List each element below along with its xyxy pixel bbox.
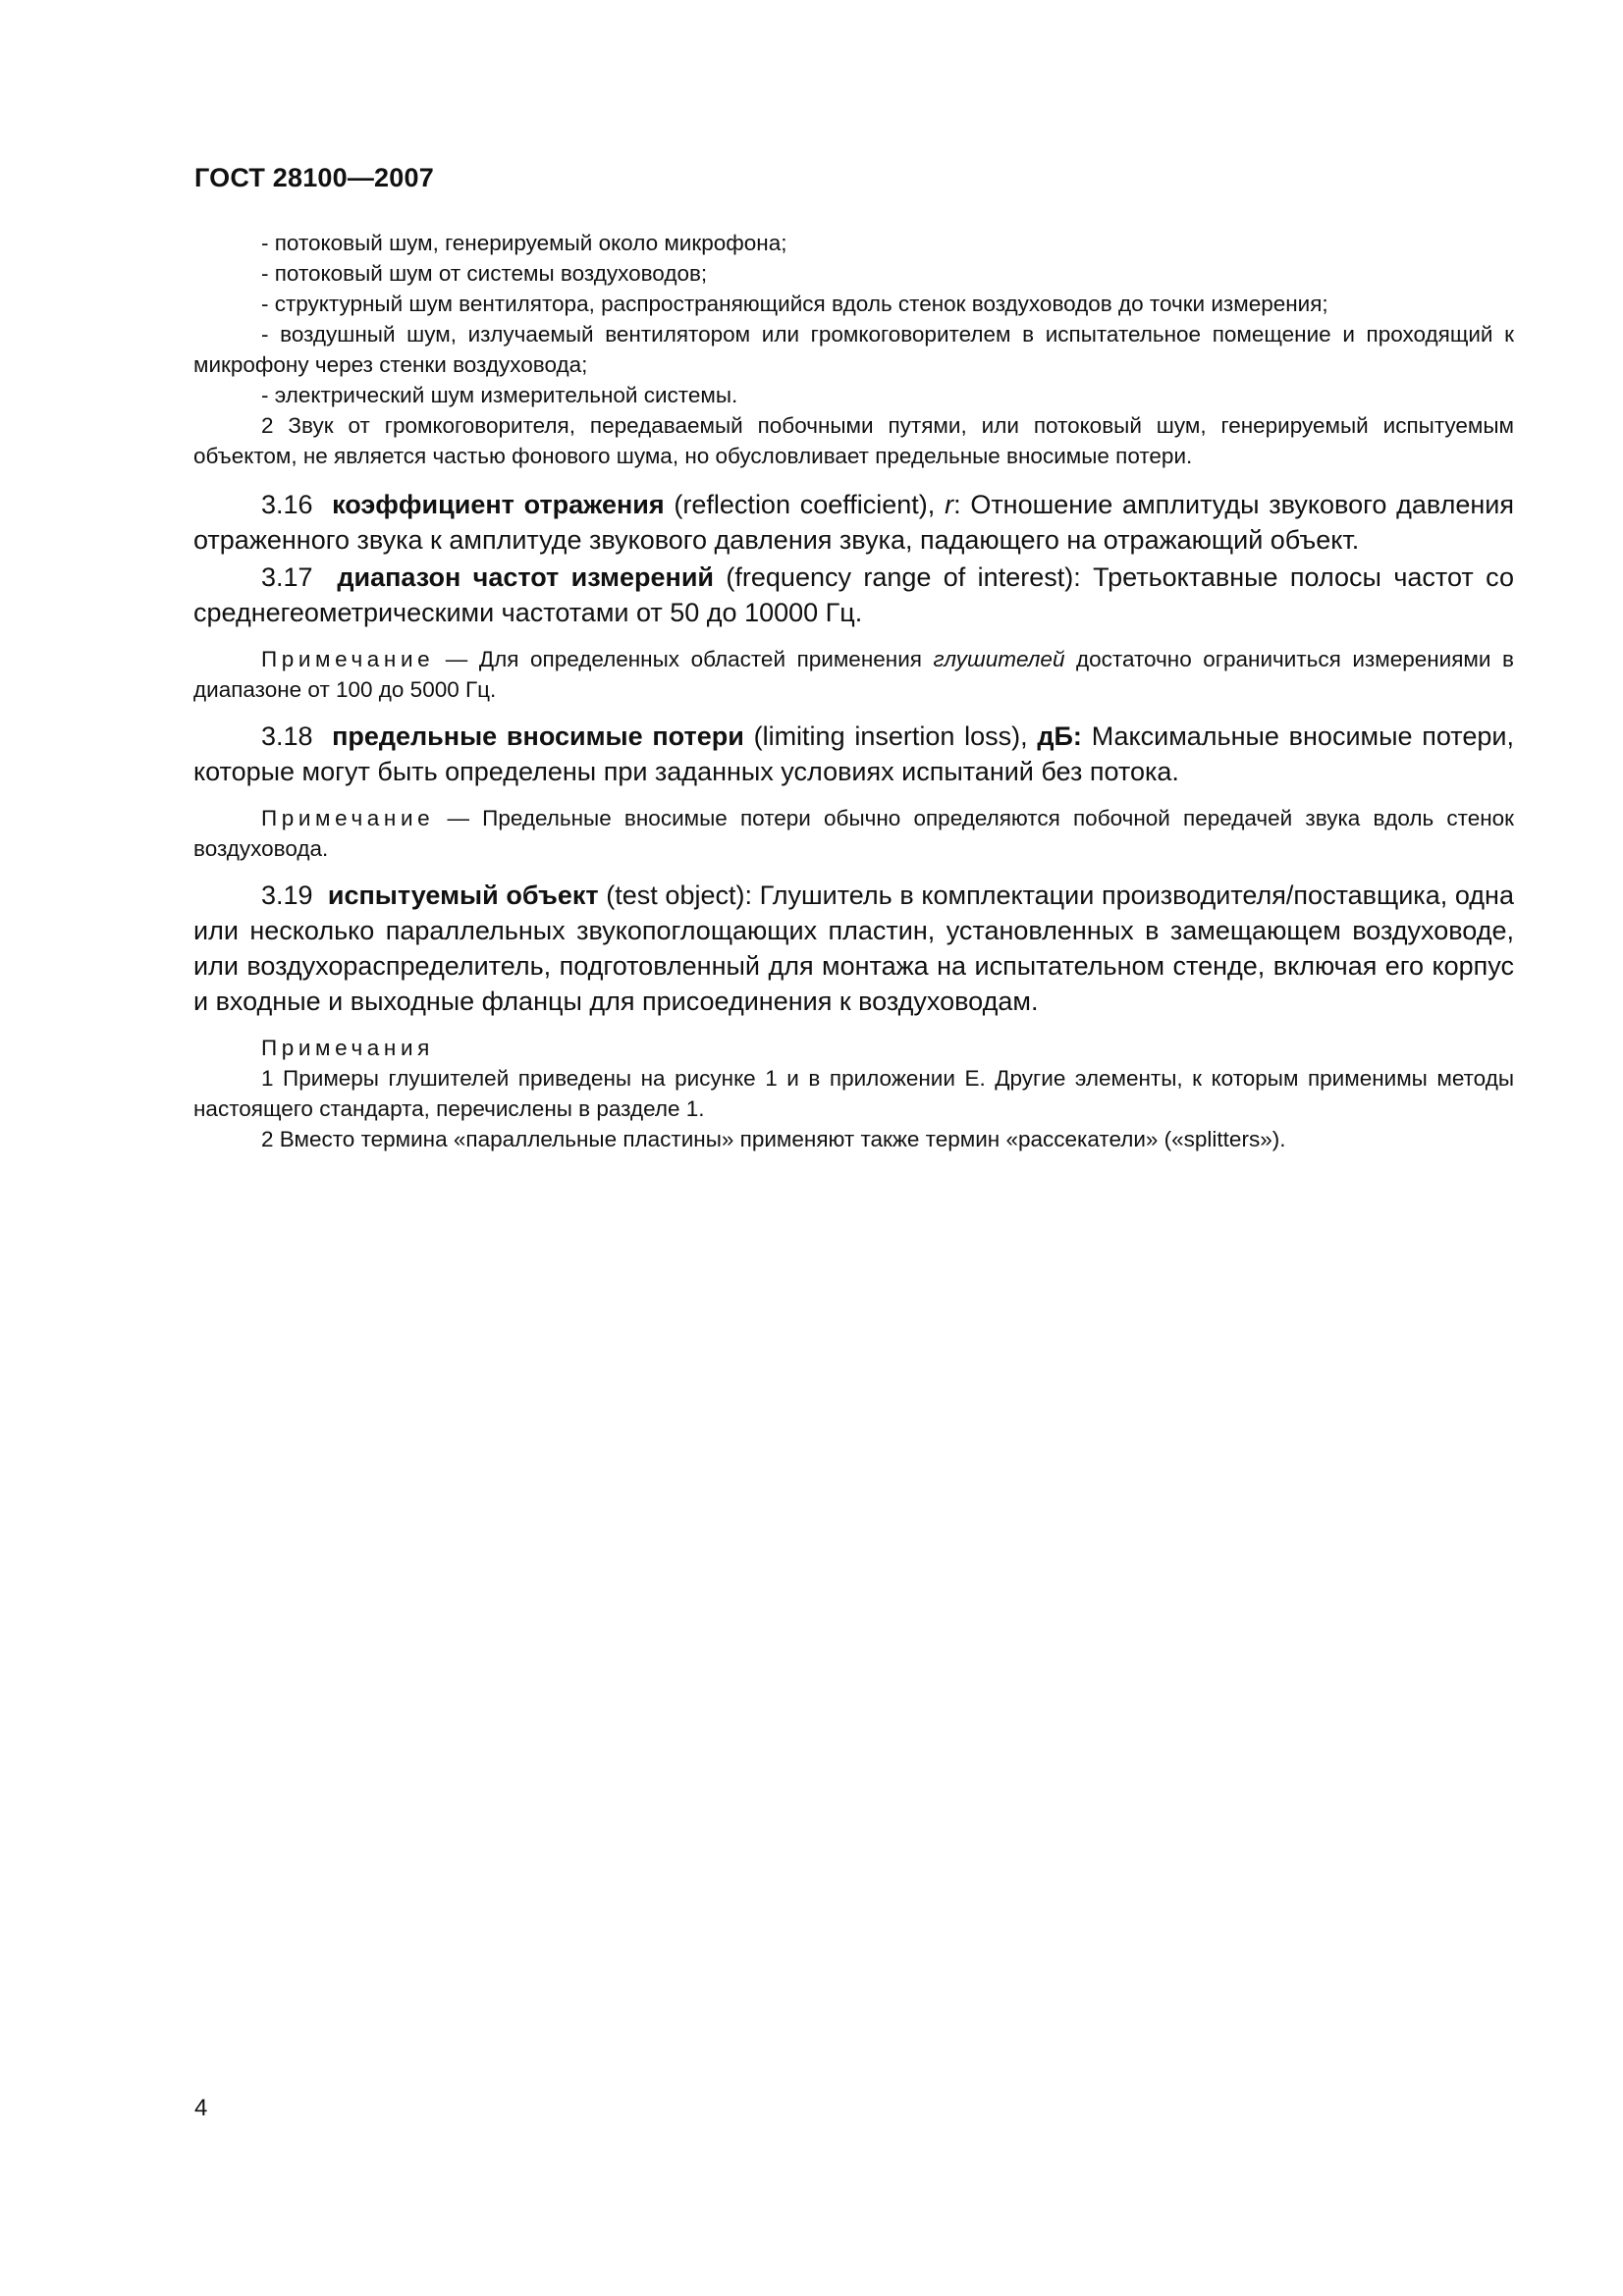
note-text: достаточно ограничиться измерениями в диапазоне от 100 до 5000 Гц. (193, 647, 1514, 702)
term-3-16 (193, 487, 1514, 558)
note-dash: — (434, 806, 483, 830)
note-dash: — (434, 647, 479, 671)
term-definition: Третьоктавные полосы частот со среднегеометрическими частотами от 50 до 10000 Гц. (193, 562, 1514, 627)
term-definition: : Отношение амплитуды звукового давления отраженного звука к амплитуде звукового давления звука, падающего на отражающий объект. (193, 490, 1514, 555)
term-english: (test object): (606, 881, 752, 910)
list-item: - потоковый шум от системы воздуховодов; (261, 261, 708, 286)
term-unit: дБ: (1037, 721, 1082, 751)
notes-label: Примечания (261, 1036, 434, 1060)
term-number: 3.19 (261, 881, 313, 910)
note-italic: глушителей (933, 647, 1065, 671)
note-label: Примечание (261, 647, 435, 671)
term-3-19 (193, 878, 1514, 1019)
note-text: Для определенных областей применения (478, 647, 934, 671)
term-english: (reflection coefficient), (674, 490, 936, 519)
term-english: (limiting insertion loss), (753, 721, 1028, 751)
note-3-18 (193, 803, 1514, 864)
list-item: - структурный шум вентилятора, распространяющийся вдоль стенок воздуховодов до точки измерения; (261, 292, 1328, 316)
term-3-17 (193, 560, 1514, 630)
note-item: 2 Вместо термина «параллельные пластины» применяют также термин «рассекатели» («splitters»). (261, 1127, 1286, 1151)
term-name: испытуемый объект (327, 881, 599, 910)
term-name: диапазон частот измерений (337, 562, 715, 592)
term-definition: Глушитель в комплектации производителя/поставщика, одна или несколько параллельных звукопоглощающих пластин, установленных в замещающем воздуховоде, или воздухораспределитель, подготовленный для монтажа на испытательном стенде, включая его корпус и входные и выходные фланцы для присоединения к воздуховодам. (193, 881, 1514, 1016)
note-item: 1 Примеры глушителей приведены на рисунке 1 и в приложении Е. Другие элементы, к которым применимы методы настоящего стандарта, перечислены в разделе 1. (193, 1066, 1514, 1121)
term-definition: Максимальные вносимые потери, которые могут быть определены при заданных условиях испытаний без потока. (193, 721, 1514, 786)
note-3-17 (193, 644, 1514, 705)
term-number: 3.18 (261, 721, 313, 751)
term-number: 3.17 (261, 562, 313, 592)
list-item: - потоковый шум, генерируемый около микрофона; (261, 231, 787, 255)
term-number: 3.16 (261, 490, 313, 519)
note-label: Примечание (261, 806, 435, 830)
list-item: - воздушный шум, излучаемый вентилятором или громкоговорителем в испытательное помещение и проходящий к микрофону через стенки воздуховода; (193, 322, 1514, 377)
page-number: 4 (194, 2095, 208, 2121)
term-name: предельные вносимые потери (332, 721, 744, 751)
term-symbol: r (945, 490, 954, 519)
page-body (193, 228, 1514, 1154)
term-english: (frequency range of interest): (726, 562, 1081, 592)
term-3-18 (193, 719, 1514, 789)
term-name: коэффициент отражения (332, 490, 665, 519)
note-paragraph: 2 Звук от громкоговорителя, передаваемый побочными путями, или потоковый шум, генерируемый испытуемым объектом, не является частью фонового шума, но обусловливает предельные вносимые потери. (193, 413, 1514, 468)
note-text: Предельные вносимые потери обычно определяются побочной передачей звука вдоль стенок воздуховода. (193, 806, 1514, 861)
document-code: ГОСТ 28100—2007 (194, 163, 434, 192)
list-item: - электрический шум измерительной системы. (261, 383, 738, 407)
